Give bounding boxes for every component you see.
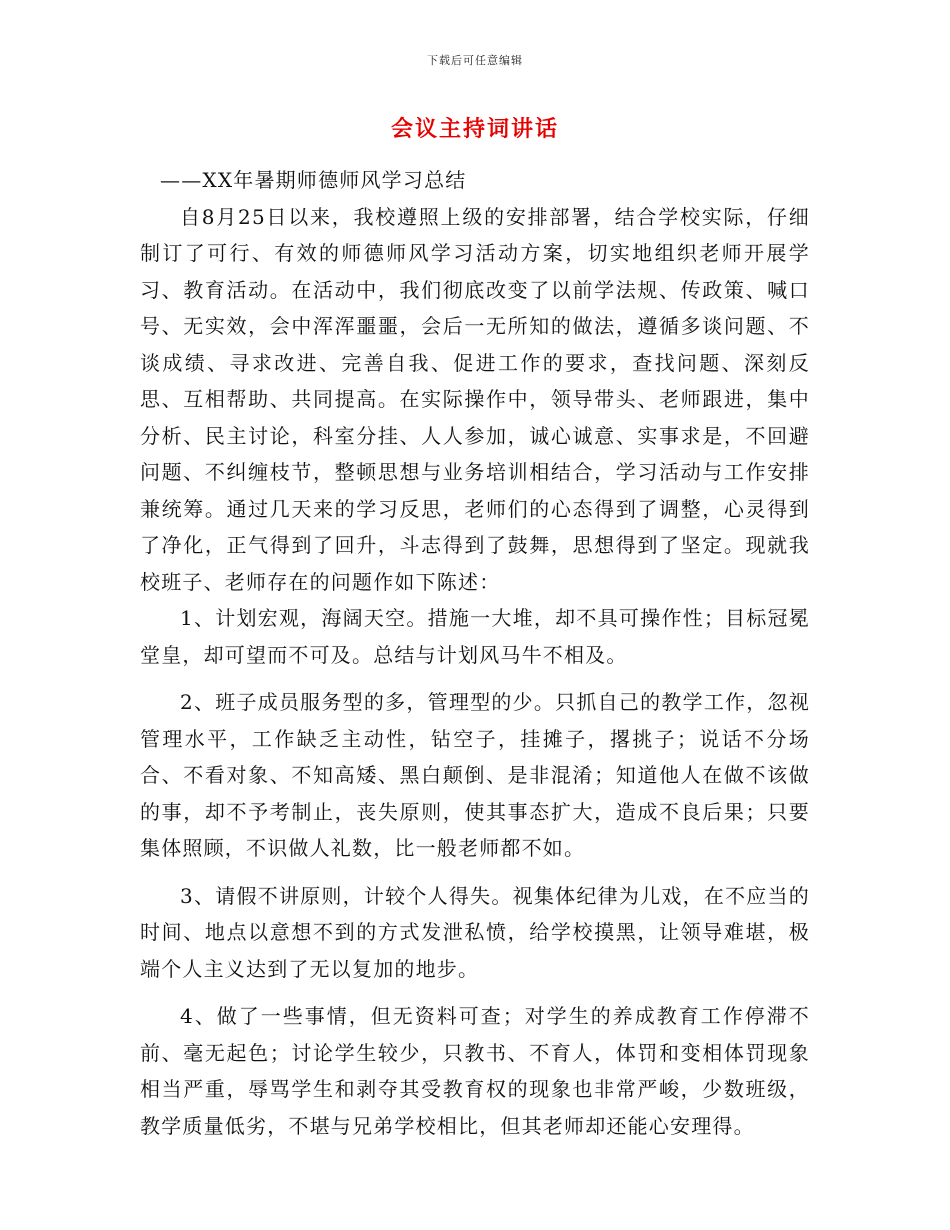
paragraph-item-4: 4、做了一些事情，但无资料可查；对学生的养成教育工作停滞不前、毫无起色；讨论学生较少，只教书、不育人，体罚和变相体罚现象相当严重，辱骂学生和剥夺其受教育权的现象也非常严峻，少数班级，教学质量低劣，不堪与兄弟学校相比，但其老师却还能心安理得。 <box>140 1004 810 1138</box>
header-note: 下载后可任意编辑 <box>427 54 523 67</box>
paragraph-item-1: 1、计划宏观，海阔天空。措施一大堆，却不具可操作性；目标冠冕堂皇，却可望而不可及。总结与计划风马牛不相及。 <box>140 606 810 667</box>
document-body <box>140 162 810 1144</box>
paragraph-item-2: 2、班子成员服务型的多，管理型的少。只抓自己的教学工作，忽视管理水平，工作缺乏主动性，钻空子，挂摊子，撂挑子；说话不分场合、不看对象、不知高矮、黑白颠倒、是非混淆；知道他人在做不该做的事，却不予考制止，丧失原则，使其事态扩大，造成不良后果；只要集体照顾，不识做人礼数，比一般老师都不如。 <box>140 690 810 860</box>
document-title: 会议主持词讲话 <box>390 116 559 142</box>
document-subtitle: ——XX年暑期师德师风学习总结 <box>160 168 467 192</box>
paragraph-intro: 自8月25日以来，我校遵照上级的安排部署，结合学校实际，仔细制订了可行、有效的师德师风学习活动方案，切实地组织老师开展学习、教育活动。在活动中，我们彻底改变了以前学法规、传政策、喊口号、无实效，会中浑浑噩噩，会后一无所知的做法，遵循多谈问题、不谈成绩、寻求改进、完善自我、促进工作的要求，查找问题、深刻反思、互相帮助、共同提高。在实际操作中，领导带头、老师跟进，集中分析、民主讨论，科室分挂、人人参加，诚心诚意、实事求是，不回避问题、不纠缠枝节，整顿思想与业务培训相结合，学习活动与工作安排兼统筹。通过几天来的学习反思，老师们的心态得到了调整，心灵得到了净化，正气得到了回升，斗志得到了鼓舞，思想得到了坚定。现就我校班子、老师存在的问题作如下陈述： <box>140 204 810 594</box>
paragraph-item-3: 3、请假不讲原则，计较个人得失。视集体纪律为儿戏，在不应当的时间、地点以意想不到的方式发泄私愤，给学校摸黑，让领导难堪，极端个人主义达到了无以复加的地步。 <box>140 883 810 981</box>
